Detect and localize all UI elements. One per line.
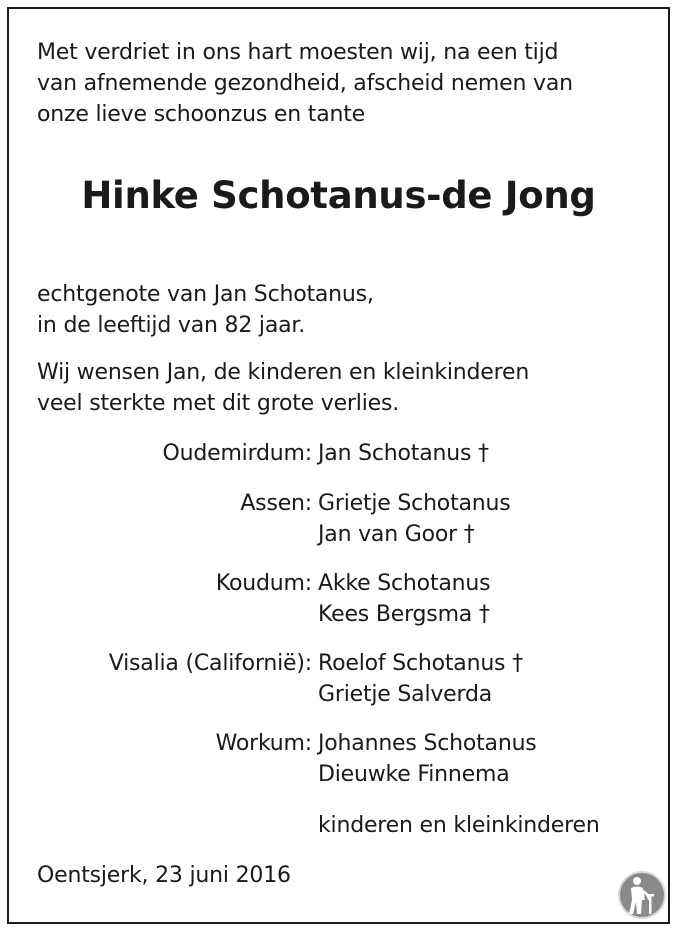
- signatory-name: Dieuwke Finnema: [318, 762, 510, 787]
- signatory-place: Workum:: [215, 731, 312, 756]
- signatory-name: Akke Schotanus: [318, 571, 491, 596]
- signatory-names: [318, 728, 537, 790]
- signatory-names: [318, 568, 490, 630]
- signatory-name: Jan Schotanus †: [318, 441, 489, 466]
- signatory-place: Assen:: [240, 491, 312, 516]
- intro-line: onze lieve schoonzus en tante: [37, 102, 365, 127]
- wish-line: veel sterkte met dit grote verlies.: [37, 391, 399, 416]
- wish-line: Wij wensen Jan, de kinderen en kleinkinderen: [37, 360, 530, 385]
- signatory-place: Visalia (Californië):: [108, 651, 312, 676]
- place-date: Oentsjerk, 23 juni 2016: [37, 863, 291, 888]
- intro-text: [37, 37, 573, 130]
- signatory-name: Jan van Goor †: [318, 522, 475, 547]
- intro-line: van afnemende gezondheid, afscheid nemen van: [37, 71, 573, 96]
- signatory-name: Grietje Salverda: [318, 682, 493, 707]
- signatory-place: Oudemirdum:: [162, 441, 312, 466]
- signatory-names: [318, 648, 523, 710]
- spouse-line: in de leeftijd van 82 jaar.: [37, 313, 306, 338]
- signatory-name: Roelof Schotanus †: [318, 651, 523, 676]
- signatory-name: Kees Bergsma †: [318, 602, 490, 627]
- signatory-name: Grietje Schotanus: [318, 491, 511, 516]
- signatory-place: Koudum:: [215, 571, 312, 596]
- mourning-figure-icon: [617, 870, 667, 920]
- signatory-names: [318, 438, 489, 469]
- signatory-name: Johannes Schotanus: [318, 731, 537, 756]
- spouse-text: [37, 279, 374, 341]
- spouse-line: echtgenote van Jan Schotanus,: [37, 282, 374, 307]
- wish-text: [37, 357, 529, 419]
- signatory-names: [318, 488, 511, 550]
- closing-text: kinderen en kleinkinderen: [318, 813, 600, 838]
- intro-line: Met verdriet in ons hart moesten wij, na een tijd: [37, 40, 559, 65]
- deceased-name: Hinke Schotanus-de Jong: [81, 174, 596, 217]
